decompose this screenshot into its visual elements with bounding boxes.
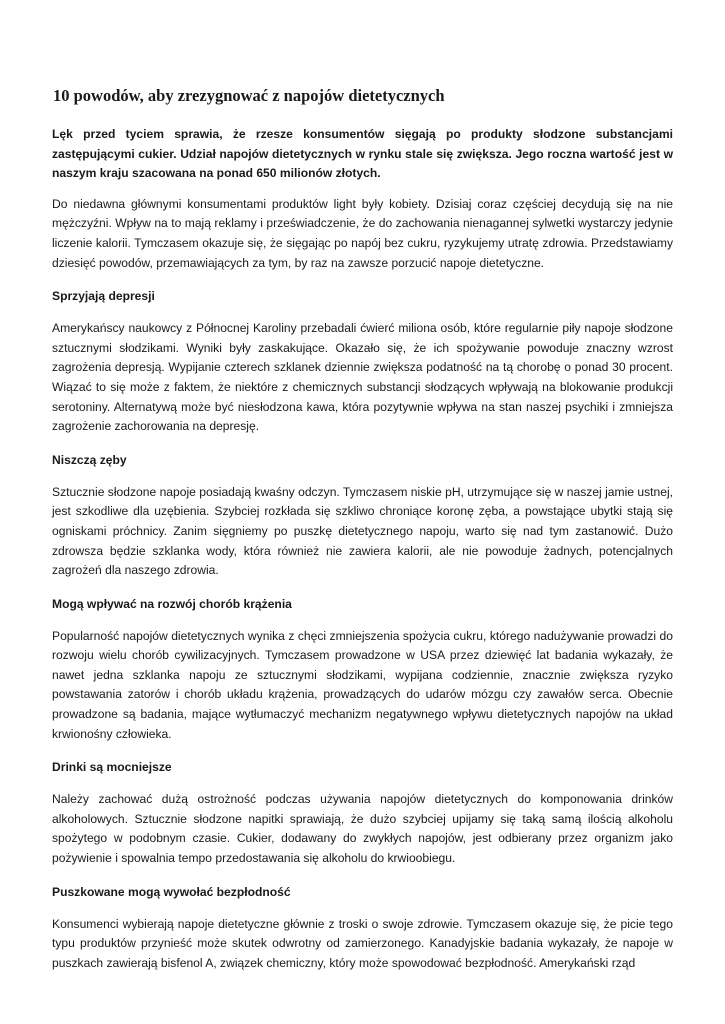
section-heading: Niszczą zęby xyxy=(52,452,127,467)
section-heading: Drinki są mocniejsze xyxy=(52,760,172,775)
section-paragraph: Sztucznie słodzone napoje posiadają kwaśny odczyn. Tymczasem niskie pH, utrzymujące się w naszej jamie ustnej, jest szkodliwe dla uzębienia. Szybciej rozkłada się szkliwo chroniące koronę zęba, a powstające ubytki stają się ogniskami próchnicy. Zanim sięgniemy po puszkę dietetycznego napoju, warto się nad tym zastanowić. Dużo zdrowsza będzie szklanka wody, która również nie zawiera kalorii, ale nie powoduje żadnych, potencjalnych zagrożeń dla naszego zdrowia. xyxy=(52,484,673,578)
section-heading: Puszkowane mogą wywołać bezpłodność xyxy=(52,884,291,899)
section-paragraph: Amerykańscy naukowcy z Północnej Karoliny przebadali ćwierć miliona osób, które regularnie piły napoje słodzone sztucznymi słodzikami. Wyniki były zaskakujące. Okazało się, że ich spożywanie powoduje znaczny wzrost zagrożenia depresją. Wypijanie czterech szklanek dziennie zwiększa podatność na tą chorobę o ponad 30 procent. Wiązać to się może z faktem, że niektóre z chemicznych substancji słodzących wpływają na blokowanie produkcji serotoniny. Alternatywą może być niesłodzona kawa, która pozytywnie wpływa na stan naszej psychiki i zmniejsza zagrożenie zachorowania na depresję. xyxy=(52,321,673,434)
section-paragraph: Konsumenci wybierają napoje dietetyczne głównie z troski o swoje zdrowie. Tymczasem okazuje się, że picie tego typu produktów przynieść może skutek odwrotny od zamierzonego. Kanadyjskie badania wykazały, że napoje w puszkach zawierają bisfenol A, związek chemiczny, który może spowodować bezpłodność. Amerykański rząd xyxy=(52,916,673,970)
lead-paragraph: Lęk przed tyciem sprawia, że rzesze konsumentów sięgają po produkty słodzone substancjami zastępującymi cukier. Udział napojów dietetycznych w rynku stale się zwiększa. Jego roczna wartość jest w naszym kraju szacowana na ponad 650 milionów złotych. xyxy=(52,127,673,181)
section-paragraph: Należy zachować dużą ostrożność podczas używania napojów dietetycznych do komponowania drinków alkoholowych. Sztucznie słodzone napitki sprawiają, że dużo szybciej upijamy się taką samą ilością alkoholu spożytego w podobnym czasie. Cukier, dodawany do zwykłych napojów, jest odbierany przez organizm jako pożywienie i spowalnia tempo przedostawania się alkoholu do krwioobiegu. xyxy=(52,792,673,866)
section-heading: Sprzyjają depresji xyxy=(52,289,155,304)
section-paragraph: Popularność napojów dietetycznych wynika z chęci zmniejszenia spożycia cukru, którego nadużywanie prowadzi do rozwoju wielu chorób cywilizacyjnych. Tymczasem prowadzone w USA przez dziewięć lat badania wykazały, że nawet jedna szklanka napoju ze sztucznymi słodzikami, wypijana codziennie, znacznie zwiększa ryzyko powstawania zatorów i chorób układu krążenia, prowadzących do udarów mózgu czy zawałów serca. Obecnie prowadzone są badania, mające wytłumaczyć mechanizm negatywnego wpływu dietetycznych napojów na układ krwionośny człowieka. xyxy=(52,628,673,741)
document-title: 10 powodów, aby zrezygnować z napojów dietetycznych xyxy=(53,86,445,105)
section-heading: Mogą wpływać na rozwój chorób krążenia xyxy=(52,596,292,611)
intro-paragraph: Do niedawna głównymi konsumentami produktów light były kobiety. Dzisiaj coraz częściej decydują się na nie mężczyźni. Wpływ na to mają reklamy i przeświadczenie, że do zachowania nienagannej sylwetki wystarczy jedynie liczenie kalorii. Tymczasem okazuje się, że sięgając po napój bez cukru, ryzykujemy utratę zdrowia. Przedstawiamy dziesięć powodów, przemawiających za tym, by raz na zawsze porzucić napoje dietetyczne. xyxy=(52,196,673,270)
